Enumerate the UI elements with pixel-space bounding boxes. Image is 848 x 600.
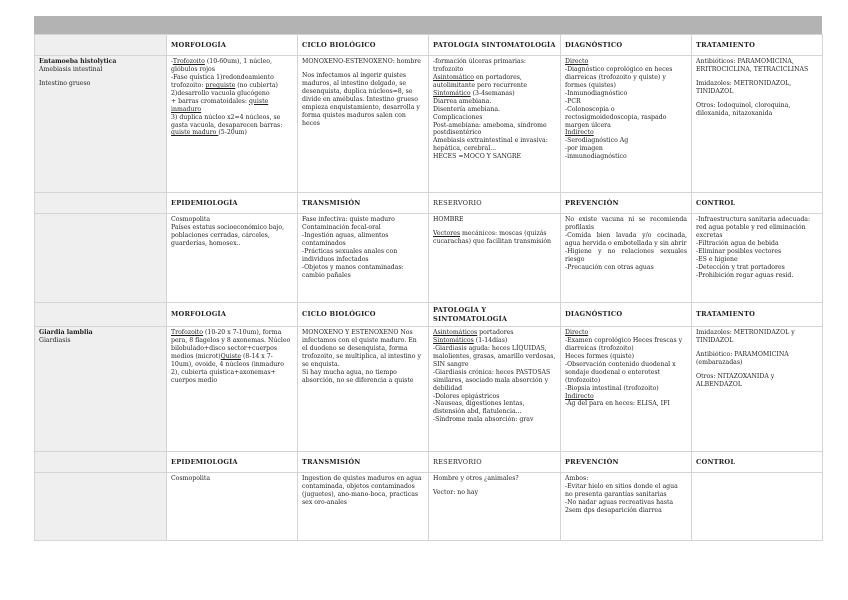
entamoeba-reservorio: HOMBRE Vectores mecánicos: moscas (quizás cucarachas) que facilitan transmisión [429, 214, 561, 303]
giardia-row-1 [35, 327, 823, 452]
header-row-1 [35, 35, 823, 56]
header-diagnostico: DIAGNÓSTICO [561, 35, 692, 56]
giardia-tratamiento: Imidazoles: METRONIDAZOL y TINIDAZOL Antibiótico: PARAMOMICINA (embarazadas) Otros: NITAZOXANIDA y ALBENDAZOL [692, 327, 823, 452]
giardia-transmision: Ingestion de quistes maduros en agua contaminada, objetos contaminados (juguetes), ano-mano-boca, practicas sex oro-anales [298, 473, 429, 541]
giardia-epidemiologia: Cosmopolita [167, 473, 298, 541]
header-transmision: TRANSMISIÓN [298, 452, 429, 473]
giardia-ciclo: MONOXENO Y ESTENOXENO Nos infectamos con el quiste maduro. En el duodeno se desenquista, forma trofozoito, se multiplica, al intestino y se enquista. Si hay mucha agua, no tiempo absorción, no se diferencia a quiste [298, 327, 429, 452]
giardia-row-2 [35, 473, 823, 541]
header-ciclo: CICLO BIOLÓGICO [298, 303, 429, 327]
entamoeba-transmision: Fase infectiva: quiste maduro Contaminación fecal-oral -Ingestión aguas, alimentos contaminados -Prácticas sexuales anales con individuos infectados -Objetos y manos contaminadas: cambio pañales [298, 214, 429, 303]
giardia-prevencion: Ambos: -Evitar hielo en sitios donde el agua no presenta garantías sanitarias -No nadar aguas recreativas hasta 2sem dps desaparición diarrea [561, 473, 692, 541]
header-epidemiologia: EPIDEMIOLOGÍA [167, 193, 298, 214]
giardia-label-cell [35, 327, 167, 452]
header-prevencion: PREVENCIÓN [561, 452, 692, 473]
header-row-4 [35, 452, 823, 473]
header-ciclo: CICLO BIOLÓGICO [298, 35, 429, 56]
blank-label-cell [35, 473, 167, 541]
header-row-2 [35, 193, 823, 214]
header-prevencion: PREVENCIÓN [561, 193, 692, 214]
disease-name: Giardiasis [39, 336, 71, 344]
entamoeba-epidemiologia: Cosmopolita Países estatus socioeconómico bajo, poblaciones cerradas, cárceles, guarderías, homosex.. [167, 214, 298, 303]
header-reservorio: RESERVORIO [429, 193, 561, 214]
giardia-diagnostico: Directo -Examen coprológico Heces frescas y diarreicas (trofozoito) Heces formes (quiste) -Observación contenido duodenal x sondaje duodenal o enterotest (trofozoito) -Biopsia intestinal (trofozoito) Indirecto -Ag del para en heces: ELISA, IFI [561, 327, 692, 452]
header-patologia: PATOLOGÍA SINTOMATOLOGÍA [429, 35, 561, 56]
giardia-reservorio: Hombre y otros ¿animales? Vector: no hay [429, 473, 561, 541]
entamoeba-label-cell [35, 56, 167, 193]
disease-name: Amebiasis intestinal [39, 65, 103, 73]
entamoeba-control: -Infraestructura sanitaria adecuada: red agua potable y red eliminación excretas -Filtración agua de bebida -Eliminar posibles vectores -ES e higiene -Detección y trat portadores -Prohibición regar aguas resid. [692, 214, 823, 303]
document-sheet [34, 16, 822, 541]
header-tratamiento: TRATAMIENTO [692, 303, 823, 327]
location-text: Intestino grueso [39, 79, 91, 87]
header-transmision: TRANSMISIÓN [298, 193, 429, 214]
header-tratamiento: TRATAMIENTO [692, 35, 823, 56]
giardia-patologia: Asintomáticos portadores Sintomáticos (1-14días) -Giardiasis aguda: heces LÍQUIDAS, malolientes, grasas, amarillo verdosas, SIN sangre -Giardiasis crónica: heces PASTOSAS similares, asociado mala absorción y debilidad -Dolores epigástricos -Nauseas, digestiones lentas, distensión abd, flatulencia... -Síndrome mala absorción: grav [429, 327, 561, 452]
blank-label-cell [35, 214, 167, 303]
header-row-3 [35, 303, 823, 327]
organism-name: Giardia lamblia [39, 329, 93, 336]
blank-label-cell [35, 193, 167, 214]
organism-name: Entamoeba histolytica [39, 58, 117, 65]
entamoeba-row-1 [35, 56, 823, 193]
top-header-bar [34, 16, 822, 34]
blank-label-cell [35, 452, 167, 473]
parasite-summary-table [34, 34, 823, 541]
blank-label-cell [35, 35, 167, 56]
header-patologia: PATOLOGÍA Y SINTOMATOLOGÍA [429, 303, 561, 327]
blank-label-cell [35, 303, 167, 327]
header-morfologia: MORFOLOGÍA [167, 35, 298, 56]
giardia-morfologia: Trofozoito (10-20 x 7-10um), forma pera, 8 flagelos y 8 axonemas. Núcleo bilobulado+disco sector+cuerpos medios (microt)Quiste (8-14 x 7-10um), ovoide, 4 núcleos (inmaduro 2), cubierta quística+axonemas+ cuerpos medio [167, 327, 298, 452]
entamoeba-ciclo: MONOXENO-ESTENOXENO: hombre Nos infectamos al ingerir quistes maduros, al intestino delgado, se desenquista, duplica núcleos=8, se divide en amébulas. Intestino grueso empieza enquistamiento, desarrolla y forma quistes maduros salen con heces [298, 56, 429, 193]
header-control: CONTROL [692, 452, 823, 473]
entamoeba-tratamiento: Antibióticos: PARAMOMICINA, ERITROCICLINA, TETRACICLINAS Imidazoles: METRONIDAZOL, TINIDAZOL Otros: Iodoquinol, cloroquina, diloxanida, nitazoxanida [692, 56, 823, 193]
header-reservorio: RESERVORIO [429, 452, 561, 473]
entamoeba-patologia: -formación úlceras primarias: trofozoito Asintomático en portadores, autolimitante pero recurrente Sintomático (3-4semanas) Diarrea amebiana. Disentería amebiana. Complicaciones Post-amebiana: ameboma, síndrome postdisentérico Amebiasis extraintestinal e invasiva: hepática, cerebral... HECES =MOCO Y SANGRE [429, 56, 561, 193]
header-diagnostico: DIAGNÓSTICO [561, 303, 692, 327]
entamoeba-morfologia: -Trofozoito (10-60um), 1 núcleo, glóbulos rojos -Fase quística 1)redondeamiento trofozoito: prequiste (no cubierta) 2)desarrollo vacuola glucógeno + barras cromatoidales: quiste inmaduro 3) duplica núcleo x2=4 núcleos, se gasta vacuola, desaparecen barras: quiste maduro (5-20um) [167, 56, 298, 193]
entamoeba-prevencion: No existe vacuna ni se recomienda profilaxis -Comida bien lavada y/o cocinada, agua hervida o embotellada y sin abrir -Higiene y no relaciones sexuales riesgo -Precaución con otras aguas [561, 214, 692, 303]
entamoeba-diagnostico: Directo -Diagnóstico coprológico en heces diarreicas (trofozoito y quiste) y formes (quistes) -Inmunodiagnóstico -PCR -Colonoscopia o rectosigmoidedoscopia, raspado margen úlcera Indirecto -Serodiagnóstico Ag -por imagen -inmunodiagnóstico [561, 56, 692, 193]
giardia-control [692, 473, 823, 541]
header-morfologia: MORFOLOGÍA [167, 303, 298, 327]
entamoeba-row-2 [35, 214, 823, 303]
header-epidemiologia: EPIDEMIOLOGÍA [167, 452, 298, 473]
header-control: CONTROL [692, 193, 823, 214]
